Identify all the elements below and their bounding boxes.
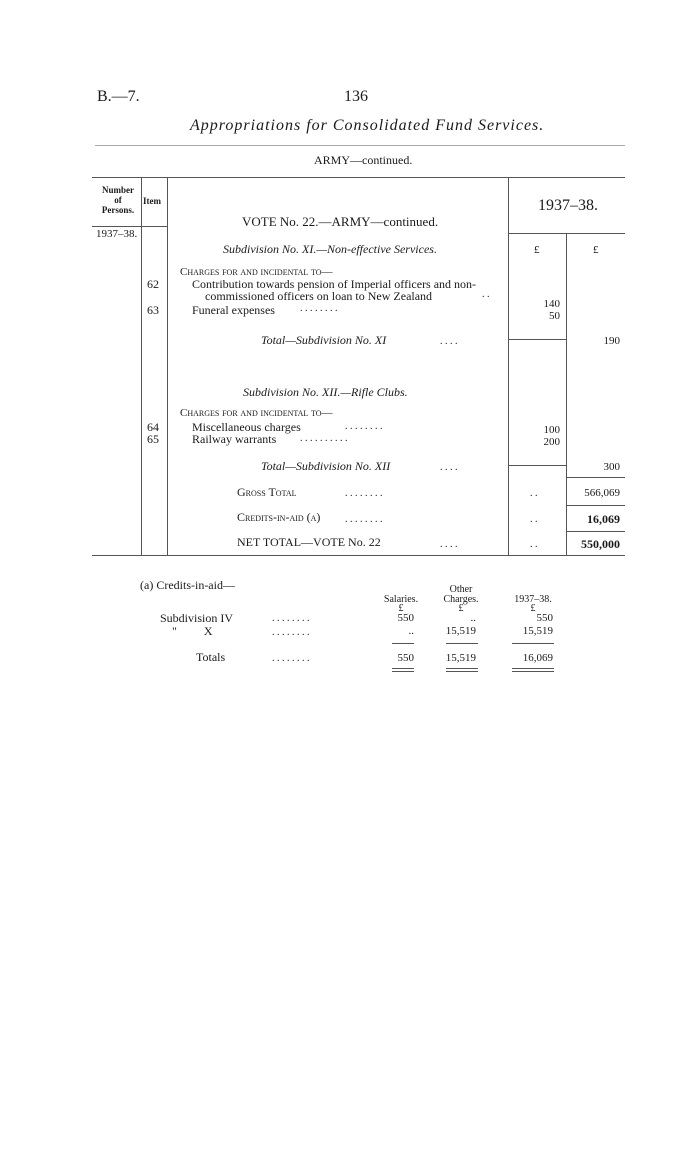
- item-amount: 140: [543, 298, 560, 310]
- header-rule-left: [92, 226, 167, 227]
- item-number: 64: [147, 420, 159, 434]
- leader-dots: . . . . . . . .: [272, 653, 310, 664]
- item-description: Funeral expenses: [192, 303, 275, 317]
- leader-dots: . .: [530, 488, 538, 499]
- double-rule-other: [446, 668, 478, 669]
- item-number: 65: [147, 432, 159, 446]
- document-ref: B.—7.: [97, 88, 140, 105]
- credits-in-aid-label: Credits-in-aid (a): [237, 510, 321, 524]
- net-rule: [566, 531, 625, 532]
- credits-row-label: Subdivision IV: [160, 611, 234, 625]
- credits-total-salaries: 550: [397, 652, 414, 664]
- subdivision-xii-total: 300: [603, 461, 620, 473]
- credits-row-salaries: ..: [408, 625, 414, 637]
- item-number: 63: [147, 303, 159, 317]
- leader-dots: . . . .: [440, 539, 458, 550]
- leader-dots: . . . . . . . .: [272, 627, 310, 638]
- pound-sign: £: [530, 603, 536, 614]
- double-rule-year: [512, 668, 554, 669]
- col-other-header-2: Charges.: [443, 594, 479, 605]
- pound-sign: £: [458, 603, 464, 614]
- leader-dots: . . . . . . . .: [345, 488, 383, 499]
- credits-totals-label: Totals: [196, 650, 226, 664]
- credits-row-year: 550: [536, 612, 553, 624]
- net-total-label: NET TOTAL—VOTE No. 22: [237, 535, 381, 549]
- credits-total-year: 16,069: [522, 652, 553, 664]
- year-header-main: 1937–38.: [538, 197, 598, 214]
- item-amount: 50: [549, 310, 560, 322]
- leader-dots: . . . . . . . .: [345, 514, 383, 525]
- item-description: Railway warrants: [192, 432, 277, 446]
- subtotal-rule-xi: [508, 339, 566, 340]
- double-rule-salaries: [392, 671, 414, 672]
- gross-total-label: Gross Total: [237, 485, 297, 499]
- leader-dots: . . . .: [440, 462, 458, 473]
- col-divider-4: [566, 233, 567, 555]
- leader-dots: . . . . . . . .: [272, 613, 310, 624]
- pound-sign: £: [398, 603, 404, 614]
- leader-dots: . .: [530, 514, 538, 525]
- credits-row-label: " X: [172, 624, 213, 638]
- leader-dots: . .: [482, 289, 490, 300]
- double-rule-other: [446, 671, 478, 672]
- col-divider-1: [141, 177, 142, 555]
- credits-rule: [566, 505, 625, 506]
- header-persons: Persons.: [101, 205, 135, 215]
- item-header: Item: [143, 196, 161, 206]
- credits-total-other: 15,519: [445, 652, 476, 664]
- title-rule: [95, 145, 625, 146]
- gross-total: 566,069: [584, 487, 620, 499]
- table-top-rule: [92, 177, 625, 178]
- subdivision-xi-heading: Subdivision No. XI.—Non-effective Services.: [223, 242, 437, 256]
- table-bottom-rule: [92, 555, 625, 556]
- item-description: Contribution towards pension of Imperial officers and non-: [192, 277, 477, 291]
- item-description: Miscellaneous charges: [192, 420, 301, 434]
- leader-dots: . . . . . . . . . .: [300, 433, 348, 444]
- totals-rule-year: [512, 643, 554, 644]
- item-amount: 200: [543, 436, 560, 448]
- credits-row-year: 15,519: [522, 625, 553, 637]
- col-salaries-header: Salaries.: [383, 594, 419, 605]
- subdivision-xii-total-label: Total—Subdivision No. XII: [261, 459, 391, 473]
- credits-in-aid-amount: 16,069: [587, 512, 620, 526]
- totals-rule-other: [446, 643, 478, 644]
- header-number: Number: [102, 185, 134, 195]
- gross-rule: [566, 477, 625, 478]
- leader-dots: . .: [530, 539, 538, 550]
- header-of: of: [114, 195, 122, 205]
- credits-footnote-heading: (a) Credits-in-aid—: [140, 578, 235, 592]
- credits-row-salaries: 550: [397, 612, 414, 624]
- header-rule-right: [508, 233, 625, 234]
- charges-heading-xii: Charges for and incidental to—: [180, 407, 333, 419]
- year-header-left: 1937–38.: [96, 228, 138, 240]
- col-year-header: 1937–38.: [514, 594, 552, 605]
- pound-sign-col2: £: [593, 244, 599, 256]
- leader-dots: . . . .: [440, 336, 458, 347]
- double-rule-year: [512, 671, 554, 672]
- subdivision-xi-total: 190: [603, 335, 620, 347]
- page-title: Appropriations for Consolidated Fund Services.: [190, 117, 545, 134]
- col-divider-2: [167, 177, 168, 555]
- leader-dots: . . . . . . . .: [345, 421, 383, 432]
- leader-dots: . . . . . . . .: [300, 303, 338, 314]
- section-subtitle: ARMY—continued.: [314, 153, 413, 167]
- item-description-continued: commissioned officers on loan to New Zealand: [205, 289, 433, 303]
- item-number: 62: [147, 277, 159, 291]
- pound-sign-col1: £: [534, 244, 540, 256]
- item-amount: 100: [543, 424, 560, 436]
- subdivision-xii-heading: Subdivision No. XII.—Rifle Clubs.: [243, 385, 408, 399]
- number-of-persons-header: [95, 185, 141, 215]
- credits-row-other: 15,519: [445, 625, 476, 637]
- vote-title: VOTE No. 22.—ARMY—continued.: [242, 214, 439, 229]
- double-rule-salaries: [392, 668, 414, 669]
- totals-rule-salaries: [392, 643, 414, 644]
- subdivision-xi-total-label: Total—Subdivision No. XI: [261, 333, 387, 347]
- net-total: 550,000: [581, 537, 620, 551]
- page-number: 136: [344, 88, 368, 105]
- subtotal-rule-xii: [508, 465, 566, 466]
- col-other-header-1: Other: [449, 584, 473, 595]
- credits-row-other: ..: [470, 612, 476, 624]
- charges-heading-xi: Charges for and incidental to—: [180, 266, 333, 278]
